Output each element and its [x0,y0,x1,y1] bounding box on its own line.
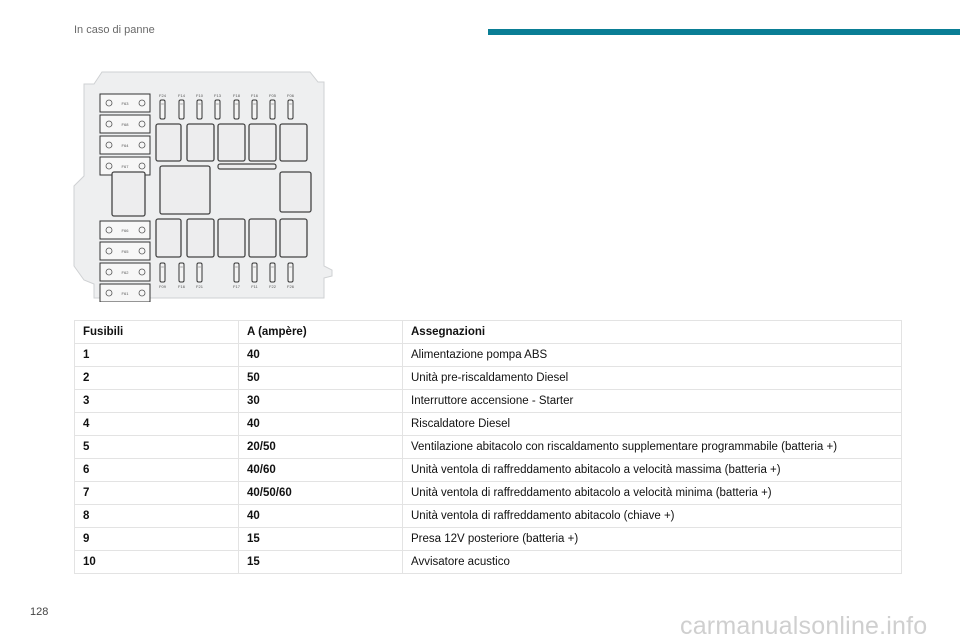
column-header-fuses: Fusibili [75,321,239,344]
fuse-label: F17 [233,284,240,289]
fuse-label: F13 [214,93,221,98]
fuse-label: F18 [233,93,240,98]
table-row [75,367,902,390]
fuse-label: F64 [121,143,129,148]
column-header-amperes: A (ampère) [239,321,403,344]
fuse-assignment: Ventilazione abitacolo con riscaldamento supplementare programmabile (batteria +) [403,436,902,459]
fuse-assignment: Interruttore accensione - Starter [403,390,902,413]
table-header-row [75,321,902,344]
fuse-table [74,320,902,574]
maxi-fuse [100,221,150,239]
fuse-label: F61 [121,291,129,296]
fuse-number: 7 [75,482,239,505]
table-row [75,413,902,436]
maxi-fuse [100,94,150,112]
fuse-amperage: 30 [239,390,403,413]
fuse-assignment: Unità ventola di raffreddamento abitacolo (chiave +) [403,505,902,528]
fuse-assignment: Unità ventola di raffreddamento abitacolo a velocità massima (batteria +) [403,459,902,482]
blade-fuse [160,100,165,119]
fuse-number: 4 [75,413,239,436]
blade-fuse [270,263,275,282]
fuse-label: F21 [196,284,203,289]
fuse-number: 2 [75,367,239,390]
section-title: In caso di panne [74,24,155,36]
fuse-amperage: 40 [239,505,403,528]
fuse-label: F11 [251,284,258,289]
table-row [75,344,902,367]
blade-fuse [252,263,257,282]
fuse-label: F63 [121,101,129,106]
fuse-label: F22 [269,284,276,289]
watermark: carmanualsonline.info [680,612,928,640]
fuse-label: F65 [121,249,129,254]
blade-fuse [160,263,165,282]
fuse-label: F10 [196,93,203,98]
fuse-amperage: 20/50 [239,436,403,459]
maxi-fuse [100,136,150,154]
fuse-amperage: 40/60 [239,459,403,482]
fuse-assignment: Riscaldatore Diesel [403,413,902,436]
fuse-assignment: Unità pre-riscaldamento Diesel [403,367,902,390]
fuse-number: 10 [75,551,239,574]
blade-fuse [197,100,202,119]
fuse-number: 8 [75,505,239,528]
maxi-fuse [100,242,150,260]
fuse-assignment: Presa 12V posteriore (batteria +) [403,528,902,551]
blade-fuse [288,100,293,119]
table-row [75,482,902,505]
fuse-label: F66 [121,228,129,233]
blade-fuse [270,100,275,119]
fuse-label: F67 [121,164,129,169]
fuse-label: F05 [269,93,276,98]
blade-fuse [179,100,184,119]
fuse-box-diagram [72,66,334,302]
fuse-assignment: Unità ventola di raffreddamento abitacolo a velocità minima (batteria +) [403,482,902,505]
table-row [75,436,902,459]
table-row [75,551,902,574]
fuse-amperage: 15 [239,551,403,574]
fuse-label: F09 [159,284,166,289]
fuse-label: F26 [287,284,294,289]
table-row [75,390,902,413]
fuse-assignment: Alimentazione pompa ABS [403,344,902,367]
fuse-number: 3 [75,390,239,413]
blade-fuse [288,263,293,282]
table-row [75,459,902,482]
fuse-label: F06 [287,93,294,98]
fuse-label: F16 [178,284,185,289]
blade-fuse [234,100,239,119]
fuse-number: 6 [75,459,239,482]
blade-fuse [252,100,257,119]
fuse-label: F16 [251,93,258,98]
maxi-fuse [100,263,150,281]
fuse-amperage: 15 [239,528,403,551]
fuse-amperage: 50 [239,367,403,390]
table-row [75,528,902,551]
maxi-fuse [100,115,150,133]
blade-fuse [234,263,239,282]
fuse-number: 1 [75,344,239,367]
blade-fuse [179,263,184,282]
blade-fuse [197,263,202,282]
section-accent-bar [488,29,960,35]
fuse-label: F68 [121,122,129,127]
fuse-amperage: 40/50/60 [239,482,403,505]
table-row [75,505,902,528]
page-number: 128 [30,606,49,618]
fuse-number: 5 [75,436,239,459]
fuse-number: 9 [75,528,239,551]
maxi-fuse [100,284,150,302]
column-header-assignments: Assegnazioni [403,321,902,344]
fuse-amperage: 40 [239,413,403,436]
fuse-label: F62 [121,270,129,275]
fuse-label: F24 [159,93,166,98]
fuse-assignment: Avvisatore acustico [403,551,902,574]
fuse-label: F14 [178,93,185,98]
blade-fuse [215,100,220,119]
fuse-amperage: 40 [239,344,403,367]
